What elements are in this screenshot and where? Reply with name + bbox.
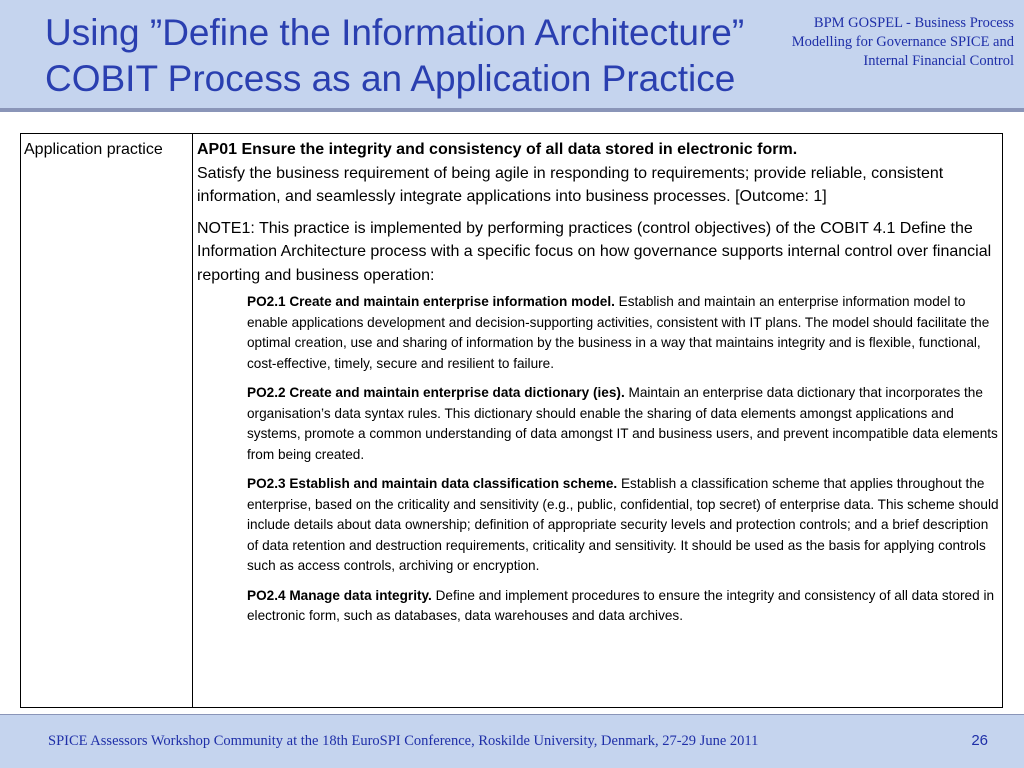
subpractice-po2-4	[247, 586, 999, 627]
table-content-cell	[193, 134, 1002, 707]
subpractice-po2-2	[247, 383, 999, 465]
subpractice-title: PO2.4 Manage data integrity.	[247, 587, 432, 603]
slide-title-line-2: COBIT Process as an Application Practice	[45, 58, 736, 99]
subpractice-title: PO2.1 Create and maintain enterprise information model.	[247, 294, 615, 309]
subpractice-text: Establish a classification scheme that applies throughout the enterprise, based on the criticality and sensitivity (e.g., public, confidential, top secret) of enterprise data. This scheme should include details about data ownership; definition of appropriate security levels and protection controls; and a brief description of data retention and destruction requirements, criticality and sensitivity. It should be used as the basis for applying controls such as access controls, archiving or encryption.	[247, 476, 999, 573]
header-divider	[0, 108, 1024, 112]
footer-caption: SPICE Assessors Workshop Community at the 18th EuroSPI Conference, Roskilde University, Denmark, 27-29 June 2011	[48, 733, 759, 749]
practice-table	[20, 133, 1003, 708]
subpractice-title: PO2.3 Establish and maintain data classification scheme.	[247, 476, 618, 491]
subpractice-text: Maintain an enterprise data dictionary that incorporates the organisation’s data syntax rules. This dictionary should enable the sharing of data elements amongst applications and systems, promote a common understanding of data amongst IT and business users, and prevent incompatible data elements from being created.	[247, 385, 998, 462]
subpractice-text: Define and implement procedures to ensure the integrity and consistency of all data stored in electronic form, such as databases, data warehouses and data archives.	[247, 587, 995, 623]
subpractice-title: PO2.2 Create and maintain enterprise data dictionary (ies).	[247, 385, 625, 400]
practice-description: Satisfy the business requirement of being agile in responding to requirements; provide reliable, consistent information, and seamlessly integrate applications into business processes. [Outcome: 1]	[197, 164, 944, 205]
subpractice-text: Establish and maintain an enterprise information model to enable applications development and decision-supporting activities, consistent with IT plans. The model should facilitate the optimal creation, use and sharing of information by the business in a way that maintains integrity and is flexible, functional, cost-effective, timely, secure and resilient to failure.	[247, 294, 990, 371]
org-caption: BPM GOSPEL - Business Process Modelling for Governance SPICE and Internal Financial Control	[791, 15, 1014, 69]
page-number: 26	[971, 732, 988, 749]
subpractice-po2-1	[247, 292, 999, 374]
practice-note: NOTE1: This practice is implemented by performing practices (control objectives) of the COBIT 4.1 Define the Information Architecture process with a specific focus on how governance supports internal control over financial reporting and business operation:	[197, 219, 992, 284]
practice-title: AP01 Ensure the integrity and consistency of all data stored in electronic form.	[197, 141, 798, 158]
subpractice-po2-3	[247, 474, 999, 577]
slide-title	[45, 10, 825, 102]
slide-title-line-1: Using ”Define the Information Architecture”	[45, 12, 745, 53]
table-label-cell: Application practice	[21, 134, 193, 707]
